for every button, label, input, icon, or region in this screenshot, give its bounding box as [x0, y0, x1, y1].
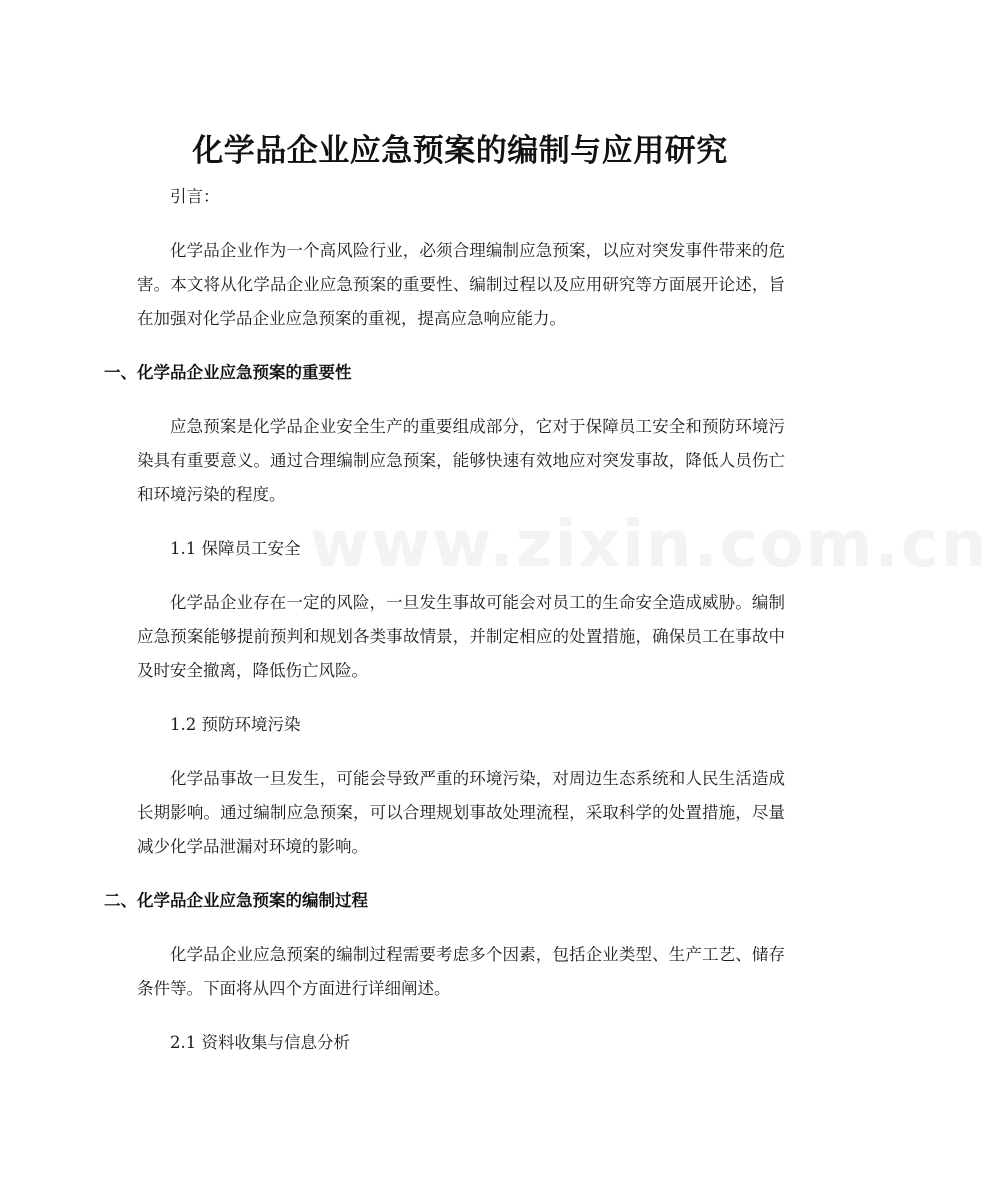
section1-sub2-paragraph: 化学品事故一旦发生，可能会导致严重的环境污染，对周边生态系统和人民生活造成长期影响。通过编制应急预案，可以合理规划事故处理流程，采取科学的处置措施，尽量减少化学品泄漏对环境的影响。 [137, 769, 785, 856]
intro-paragraph: 化学品企业作为一个高风险行业，必须合理编制应急预案，以应对突发事件带来的危害。本文将从化学品企业应急预案的重要性、编制过程以及应用研究等方面展开论述，旨在加强对化学品企业应急预案的重视，提高应急响应能力。 [137, 241, 785, 328]
document-title: 化学品企业应急预案的编制与应用研究 [192, 132, 728, 169]
section2-heading: 二、化学品企业应急预案的编制过程 [104, 891, 368, 910]
section1-sub1-heading: 1.1 保障员工安全 [170, 539, 301, 558]
watermark: www.zixin.com.cn [310, 508, 988, 582]
section1-heading: 一、化学品企业应急预案的重要性 [104, 363, 352, 382]
section2-paragraph: 化学品企业应急预案的编制过程需要考虑多个因素，包括企业类型、生产工艺、储存条件等。下面将从四个方面进行详细阐述。 [137, 945, 785, 998]
intro-label: 引言： [170, 187, 220, 206]
document-body [104, 180, 785, 1060]
section1-sub1-paragraph: 化学品企业存在一定的风险，一旦发生事故可能会对员工的生命安全造成威胁。编制应急预案能够提前预判和规划各类事故情景，并制定相应的处置措施，确保员工在事故中及时安全撤离，降低伤亡风险。 [137, 593, 785, 680]
section1-sub2-heading: 1.2 预防环境污染 [170, 715, 301, 734]
section2-sub1-heading: 2.1 资料收集与信息分析 [170, 1033, 350, 1052]
section1-paragraph: 应急预案是化学品企业安全生产的重要组成部分，它对于保障员工安全和预防环境污染具有重要意义。通过合理编制应急预案，能够快速有效地应对突发事故，降低人员伤亡和环境污染的程度。 [137, 417, 785, 504]
